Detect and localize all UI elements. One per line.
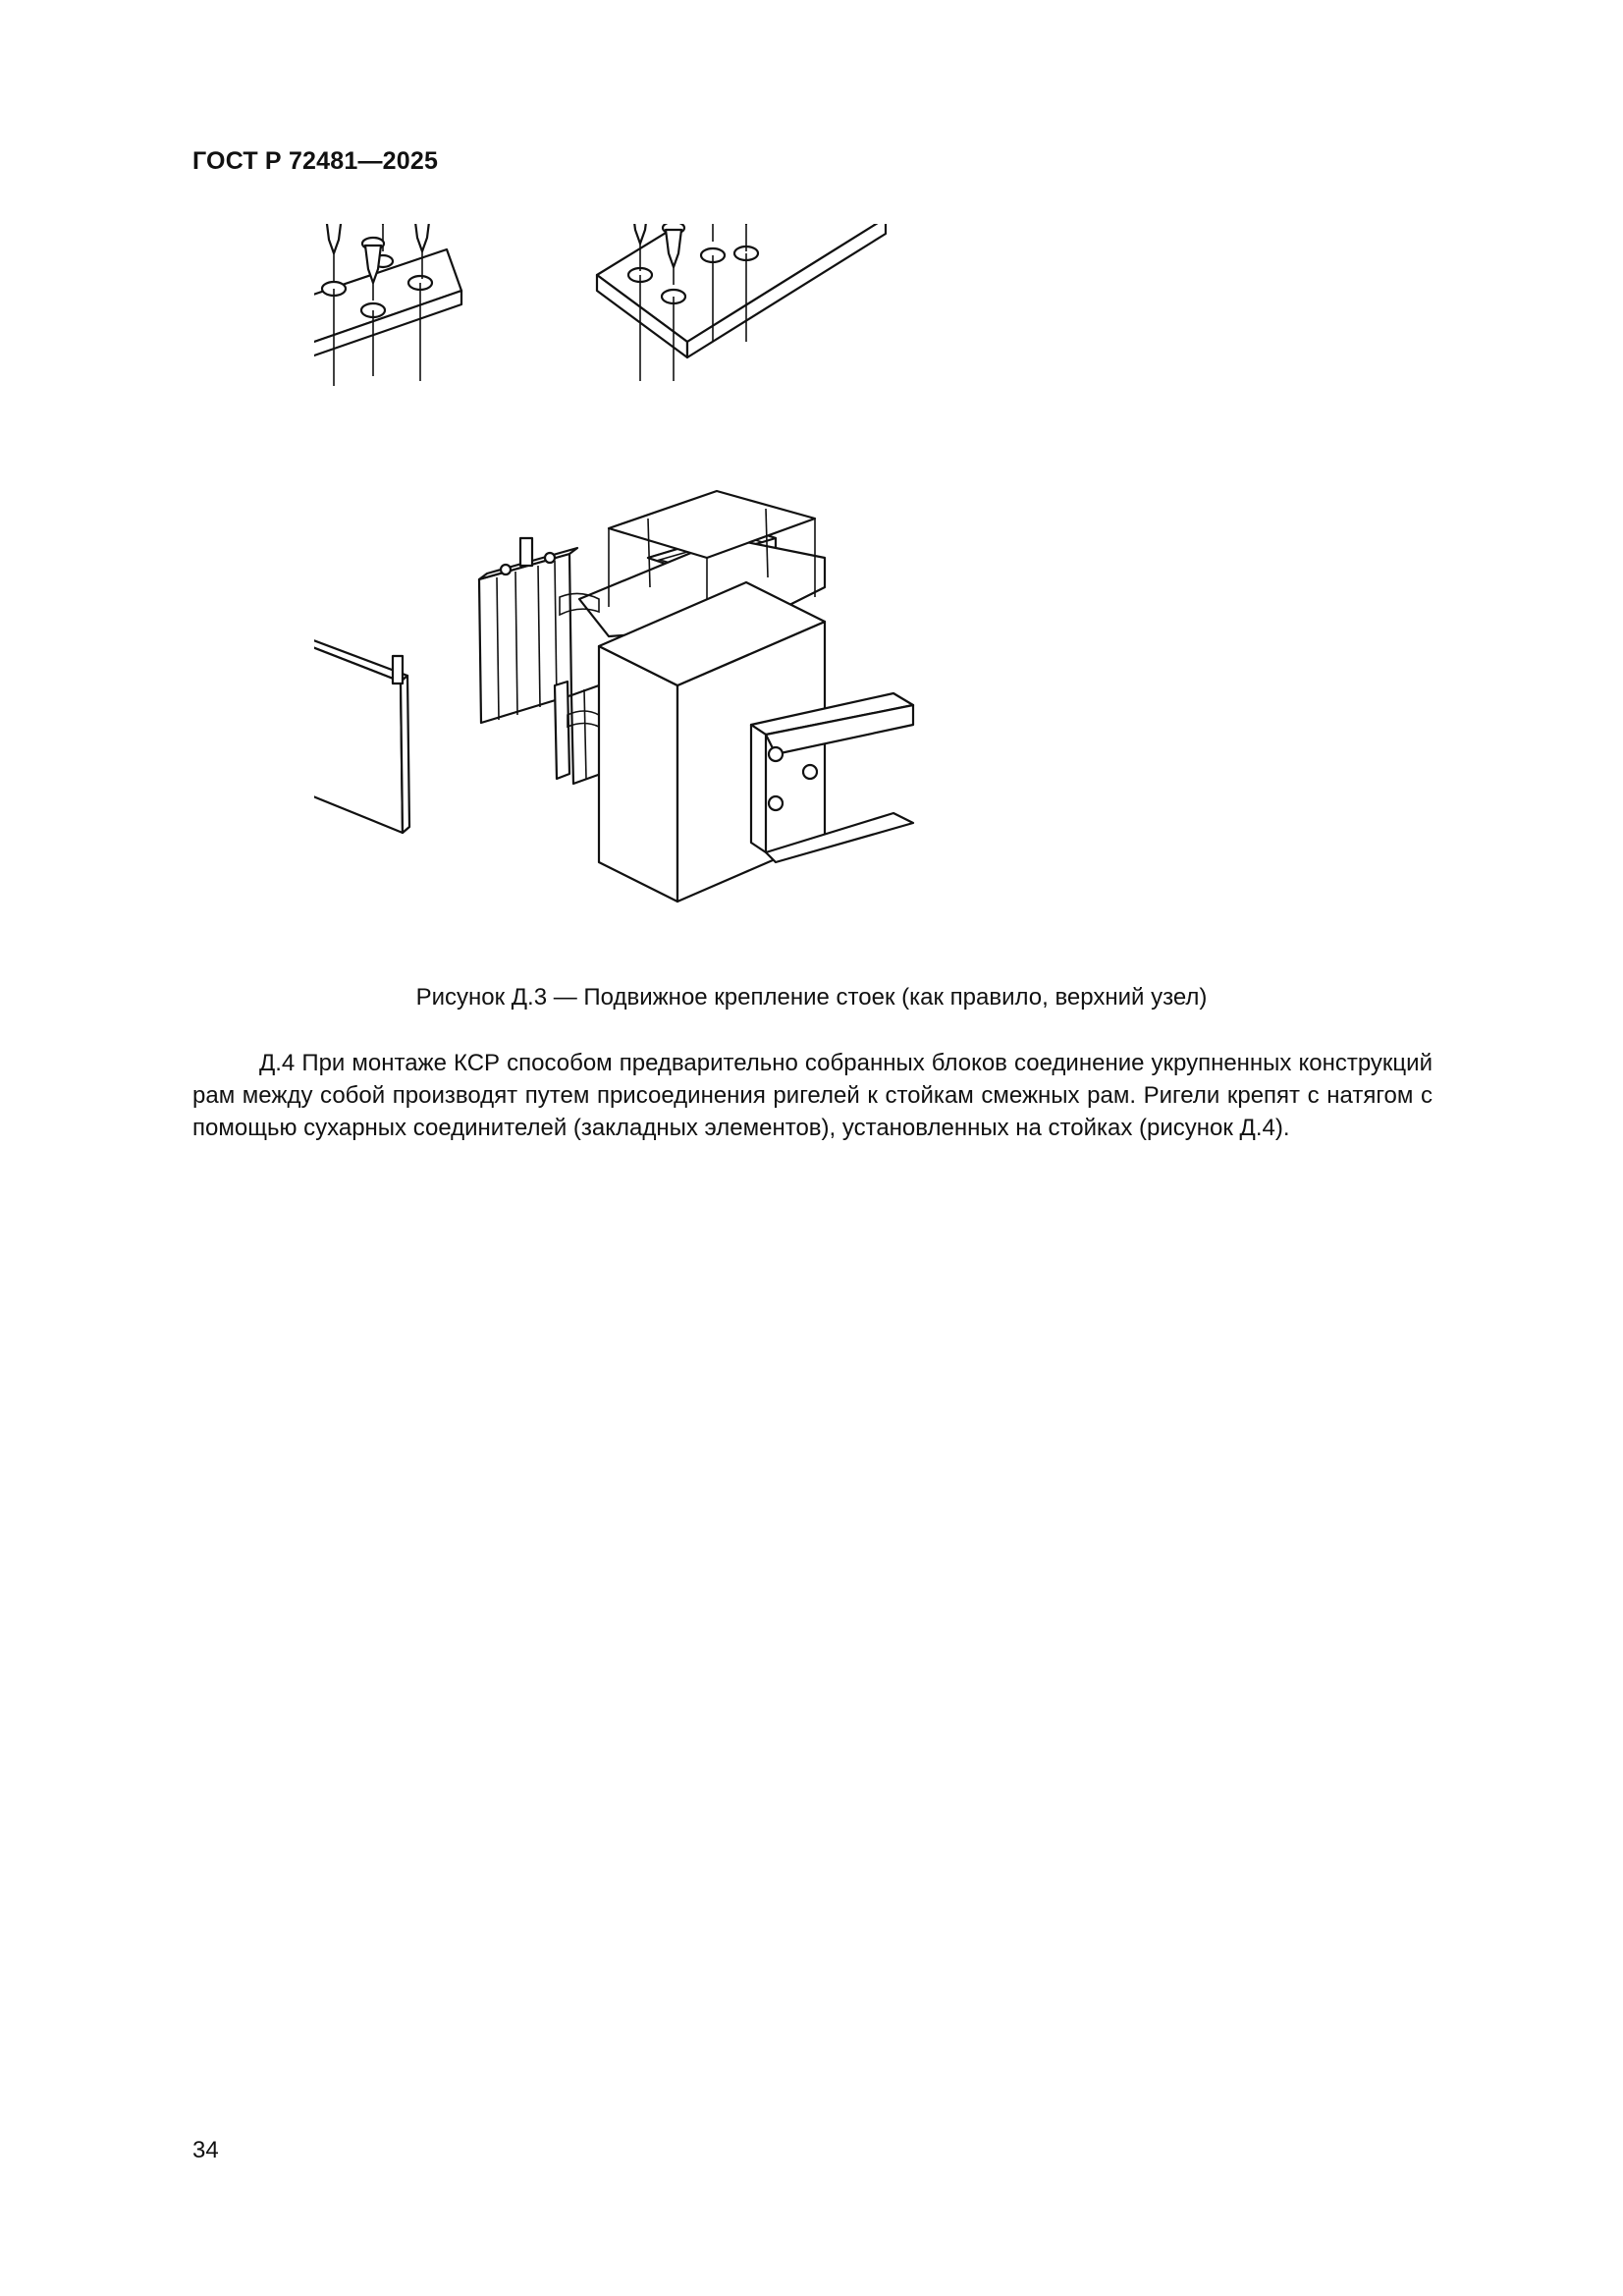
figure-caption: Рисунок Д.3 — Подвижное крепление стоек (как правило, верхний узел)	[415, 984, 1208, 1011]
left-top-cap-plate	[314, 249, 461, 386]
document-header: ГОСТ Р 72481—2025	[192, 147, 439, 175]
page-number: 34	[192, 2137, 219, 2163]
left-mullion-profile	[479, 538, 601, 784]
figure-d3	[314, 224, 1394, 970]
left-front-cladding	[314, 632, 409, 833]
right-bolted-cap-assembly-icon	[560, 224, 913, 902]
paragraph-d4: Д.4 При монтаже КСР способом предварительно собранных блоков соединение укрупненных конструкций рам между собой производят путем присоединения ригелей к стойкам смежных рам. Ригели крепят с натягом с помощью сухарных соединителей (закладных элементов), установленных на стойках (рисунок Д.4).	[192, 1050, 1433, 1141]
